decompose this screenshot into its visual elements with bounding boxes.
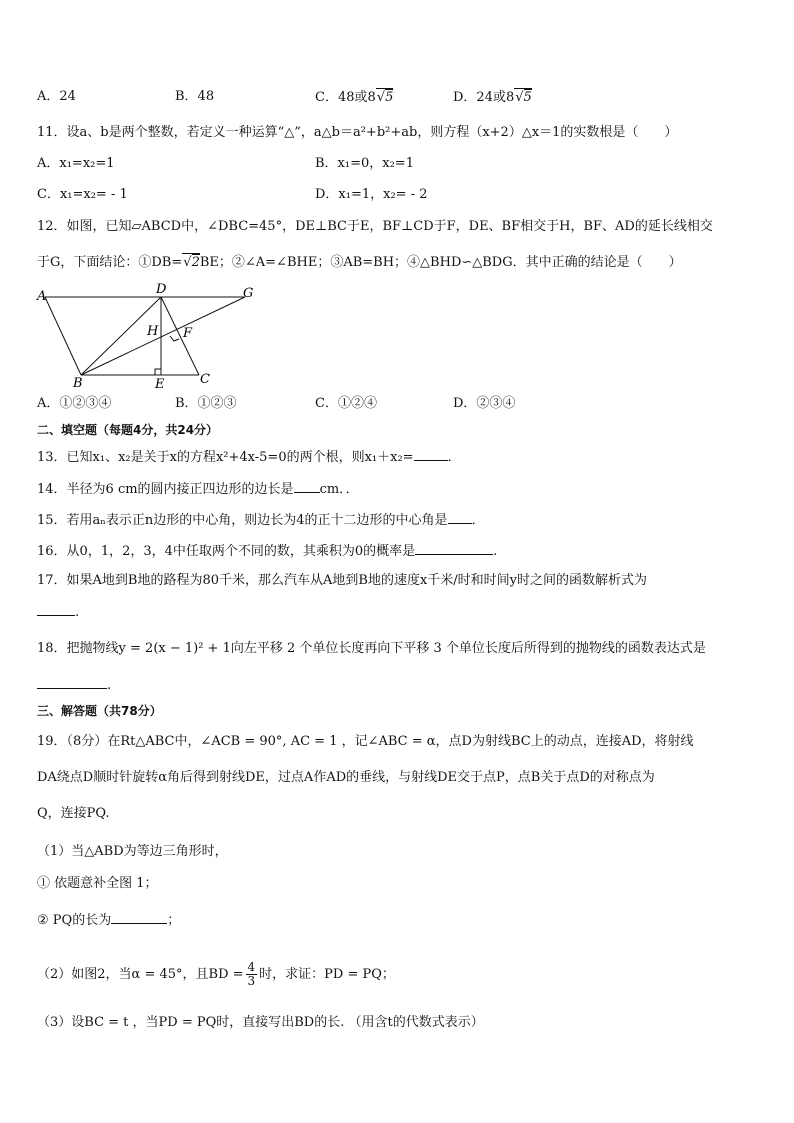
answer-blank: [448, 511, 472, 524]
sqrt-symbol: √2: [183, 255, 200, 270]
q12-figure: [35, 283, 265, 391]
q19-part3: （3）设BC = t ，当PD = PQ时，直接写出BD的长. （用含t的代数式表示）: [37, 1015, 484, 1030]
answer-blank: [111, 911, 167, 924]
answer-blank: [37, 676, 107, 689]
q14: 14．半径为6 cm的圆内接正四边形的边长是 cm．．: [37, 482, 359, 497]
section-fill-in-title: 二、填空题（每题4分，共24分）: [37, 423, 219, 437]
q19-part2: （2）如图2，当α = 45°，且BD = $\frac{4}{3}$ 时，求证：PD = PQ；: [37, 960, 395, 988]
answer-blank: [415, 542, 493, 555]
q12-stem-line2: 于G，下面结论：①DB=√2BE；②∠A=∠BHE；③AB=BH；④△BHD∽△BDG．其中正确的结论是（ ）: [37, 255, 682, 270]
q16: 16．从0，1，2，3，4中任取两个不同的数，其乘积为0的概率是 .: [37, 544, 498, 559]
label-c: C: [200, 372, 210, 387]
q19-line2: DA绕点D顺时针旋转α角后得到射线DE，过点A作AD的垂线，与射线DE交于点P，点B关于点D的对称点为: [37, 770, 655, 785]
section-solve-title: 三、解答题（共78分）: [37, 704, 162, 718]
q11-option-b: B．x₁=0，x₂=1: [315, 156, 414, 171]
q19-line1: 19．（8分）在Rt△ABC中，∠ACB = 90°, AC = 1 ，记∠ABC = α，点D为射线BC上的动点，连接AD，将射线: [37, 734, 694, 749]
answer-blank: [294, 480, 320, 493]
label-d: D: [156, 283, 167, 297]
q10-option-b: B．48: [175, 89, 215, 104]
line-dc: [161, 297, 199, 375]
q11-option-c: C．x₁=x₂= - 1: [37, 187, 128, 202]
q15: 15．若用aₙ表示正n边形的中心角，则边长为4的正十二边形的中心角是 ．: [37, 513, 485, 528]
q12-option-c: C．①②④: [315, 396, 377, 411]
line-bg: [81, 297, 245, 375]
right-angle-f: [170, 336, 179, 341]
q11-stem: 11．设a、b是两个整数，若定义一种运算“△”，a△b＝a²+b²+ab，则方程（x+2）△x＝1的实数根是（ ）: [37, 125, 678, 140]
q10-option-d: D．24或8√5: [453, 90, 532, 105]
q10-option-c: C．48或8√5: [315, 90, 394, 105]
q19-line3: Q，连接PQ.: [37, 806, 110, 821]
sqrt-symbol: √5: [376, 90, 394, 105]
sqrt-symbol: √5: [515, 90, 532, 105]
q12-stem-line1: 12．如图，已知▱ABCD中，∠DBC=45°，DE⊥BC于E，BF⊥CD于F，DE、BF相交于H，BF、AD的延长线相交: [37, 219, 713, 234]
q19-part1-ii: ② PQ的长为 ；: [37, 913, 181, 928]
answer-blank: [414, 448, 448, 461]
q12-option-b: B．①②③: [175, 396, 237, 411]
q12-option-a: A．①②③④: [37, 396, 112, 411]
label-h: H: [147, 324, 159, 339]
q11-option-d: D．x₁=1，x₂= - 2: [315, 187, 428, 202]
q17-line1: 17．如果A地到B地的路程为80千米，那么汽车从A地到B地的速度x千米/时和时间y时之间的函数解析式为: [37, 573, 648, 588]
q17-line2: .: [37, 603, 79, 622]
q19-part1-i: ① 依题意补全图 1；: [37, 876, 158, 891]
fraction-4-3: $\frac{4}{3}$: [247, 960, 256, 988]
q10-option-a: A．24: [37, 89, 76, 104]
label-g: G: [243, 286, 254, 301]
answer-blank: [37, 603, 75, 616]
q11-option-a: A．x₁=x₂=1: [37, 156, 115, 171]
q18-line2: .: [37, 676, 111, 695]
q12-option-d: D．②③④: [453, 396, 516, 411]
label-e: E: [155, 377, 165, 391]
q13: 13．已知x₁、x₂是关于x的方程x²+4x-5=0的两个根，则x₁＋x₂= ．: [37, 450, 461, 465]
right-angle-e: [155, 369, 161, 375]
label-f: F: [183, 326, 193, 341]
label-a: A: [37, 289, 47, 304]
q18-line1: 18．把抛物线y = 2(x − 1)² + 1向左平移 2 个单位长度再向下平移 3 个单位长度后所得到的抛物线的函数表达式是: [37, 641, 706, 656]
q19-part1: （1）当△ABD为等边三角形时，: [37, 844, 228, 859]
label-b: B: [73, 376, 83, 391]
line-ab: [45, 297, 81, 375]
